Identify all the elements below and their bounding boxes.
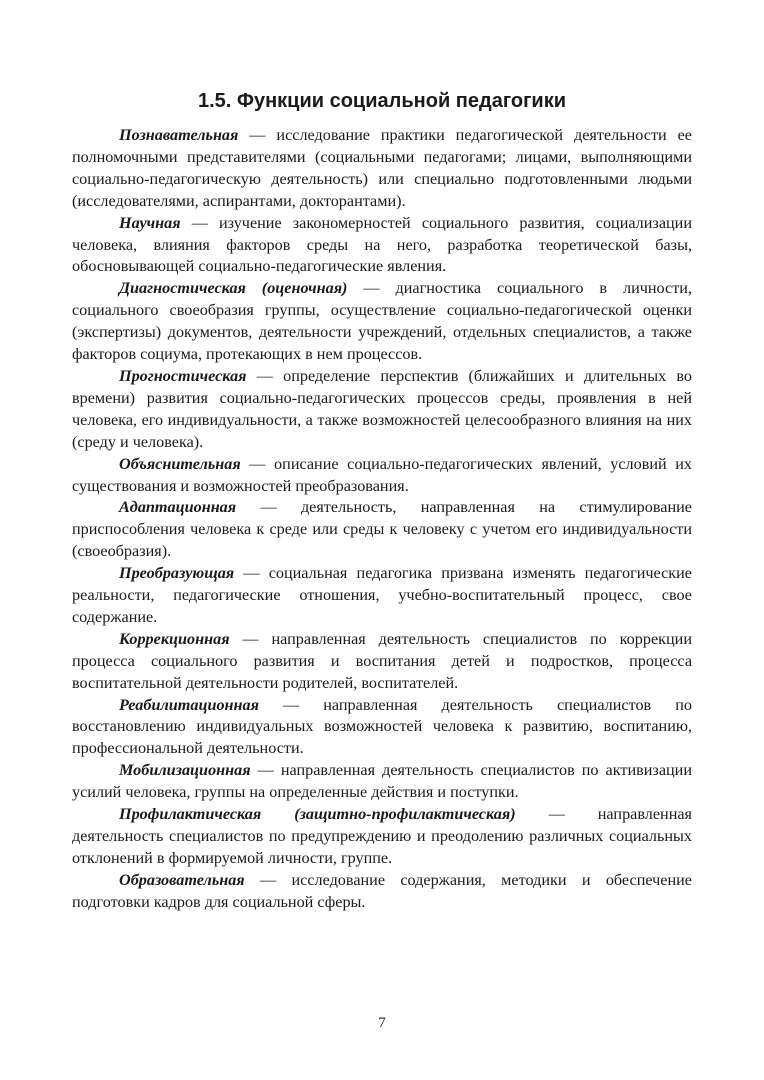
- term-prognostic: Прогностическая: [119, 366, 247, 385]
- term-scientific: Научная: [119, 213, 181, 232]
- paragraph-rehabilitation: [72, 695, 692, 761]
- paragraph-adaptive: [72, 497, 692, 563]
- definition-prognostic: — определение перспектив (ближайших и длительных во времени) развития социально-педагогических процессов среды, проявления в ней человека, его индивидуальности, а также возможностей целесообразного влияния на них (среду и человека).: [72, 366, 692, 451]
- definition-explanatory: — описание социально-педагогических явлений, условий их существования и возможностей преобразования.: [72, 454, 692, 495]
- term-correctional: Коррекционная: [119, 629, 230, 648]
- term-preventive: Профилактическая (защитно-профилактическая): [119, 805, 516, 824]
- term-explanatory: Объяснительная: [119, 454, 241, 473]
- definition-educational: — исследование содержания, методики и обеспечение подготовки кадров для социальной сферы.: [72, 870, 692, 911]
- term-mobilization: Мобилизационная: [119, 761, 251, 780]
- page-number: 7: [378, 1015, 386, 1031]
- paragraph-educational: [72, 870, 692, 914]
- term-diagnostic: Диагностическая (оценочная): [119, 279, 348, 298]
- term-transformative: Преобразующая: [119, 564, 235, 583]
- paragraph-prognostic: [72, 366, 692, 454]
- paragraph-transformative: [72, 563, 692, 629]
- definition-mobilization: — направленная деятельность специалистов по активизации усилий человека, группы на определенные действия и поступки.: [72, 761, 692, 802]
- definition-preventive: — направленная деятельность специалистов по предупреждению и преодолению различных социальных отклонений в формируемой личности, группе.: [72, 805, 692, 867]
- term-adaptive: Адаптационная: [119, 498, 237, 517]
- definition-rehabilitation: — направленная деятельность специалистов по восстановлению индивидуальных возможностей человека к развитию, воспитанию, профессиональной деятельности.: [72, 695, 692, 758]
- page-title: 1.5. Функции социальной педагогики: [197, 90, 567, 112]
- definition-scientific: — изучение закономерностей социального развития, социализации человека, влияния факторов среды на него, разработка теоретической базы, обосновывающей социально-педагогические явления.: [72, 213, 692, 276]
- document-body: [72, 125, 692, 914]
- paragraph-explanatory: [72, 454, 692, 498]
- paragraph-preventive: [72, 804, 692, 870]
- term-educational: Образовательная: [119, 870, 245, 889]
- paragraph-mobilization: [72, 760, 692, 804]
- paragraph-cognitive: [72, 125, 692, 213]
- paragraph-correctional: [72, 629, 692, 695]
- term-cognitive: Познавательная: [119, 126, 239, 144]
- definition-cognitive: — исследование практики педагогической деятельности ее полномочными представителями (социальными педагогами; лицами, выполняющими социально-педагогическую деятельность) или специально подготовленными людьми (исследователями, аспирантами, докторантами).: [72, 126, 692, 210]
- definition-diagnostic: — диагностика социального в личности, социального своеобразия группы, осуществление социально-педагогической оценки (экспертизы) документов, деятельности учреждений, отдельных специалистов, а также факторов социума, протекающих в нем процессов.: [72, 279, 693, 364]
- definition-adaptive: — деятельность, направленная на стимулирование приспособления человека к среде или среды к человеку с учетом его индивидуальности (своеобразия).: [72, 498, 692, 561]
- paragraph-scientific: [72, 213, 692, 279]
- definition-correctional: — направленная деятельность специалистов по коррекции процесса социального развития и воспитания детей и подростков, процесса воспитательной деятельности родителей, воспитателей.: [72, 629, 692, 692]
- term-rehabilitation: Реабилитационная: [119, 695, 259, 714]
- definition-transformative: — социальная педагогика призвана изменять педагогические реальности, педагогические отношения, учебно-воспитательный процесс, свое содержание.: [72, 564, 692, 626]
- paragraph-diagnostic: [72, 278, 692, 366]
